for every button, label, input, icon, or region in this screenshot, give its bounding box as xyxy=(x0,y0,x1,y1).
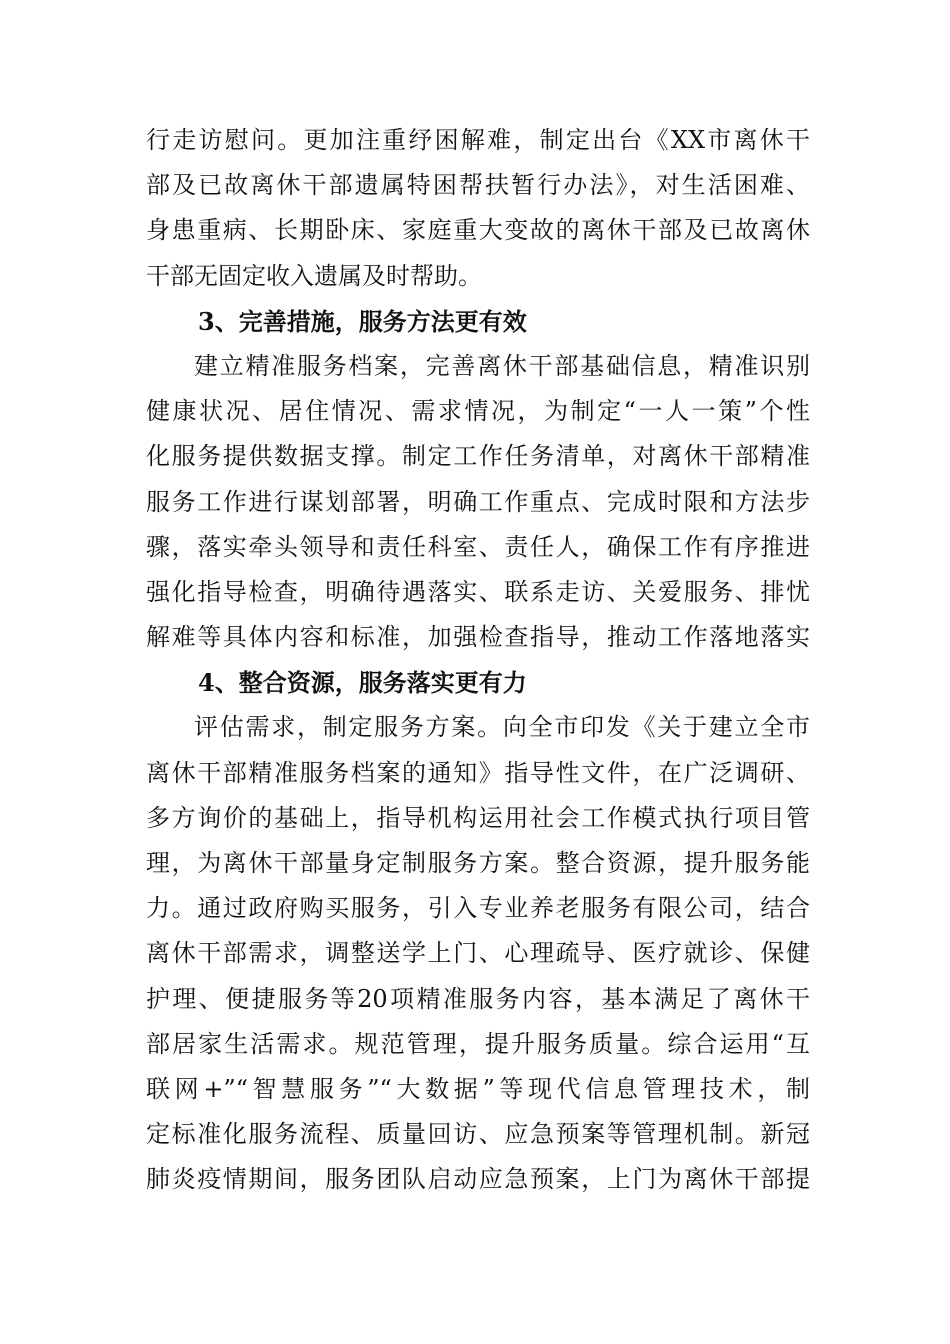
text-line: 护理、便捷服务等20项精准服务内容，基本满足了离休干 xyxy=(146,984,810,1013)
text-line: 身患重病、长期卧床、家庭重大变故的离休干部及已故离休 xyxy=(146,216,810,245)
text-line: 理，为离休干部量身定制服务方案。整合资源，提升服务能 xyxy=(146,849,810,877)
text-line: 离休干部精准服务档案的通知》指导性文件，在广泛调研、 xyxy=(146,758,810,787)
text-line: 建立精准服务档案，完善离休干部基础信息，精准识别 xyxy=(194,351,810,380)
text-line: 健康状况、居住情况、需求情况，为制定“一人一策”个性 xyxy=(146,397,810,426)
text-line: 化服务提供数据支撑。制定工作任务清单，对离休干部精准 xyxy=(146,442,810,471)
section-heading-4: 4、整合资源，服务落实更有力 xyxy=(198,668,527,698)
section-heading-3: 3、完善措施，服务方法更有效 xyxy=(198,306,527,336)
text-line: 肺炎疫情期间，服务团队启动应急预案，上门为离休干部提 xyxy=(146,1165,810,1194)
text-line: 多方询价的基础上，指导机构运用社会工作模式执行项目管 xyxy=(146,803,810,832)
text-line: 骤，落实牵头领导和责任科室、责任人，确保工作有序推进 xyxy=(146,532,810,561)
text-line: 部及已故离休干部遗属特困帮扶暂行办法》，对生活困难、 xyxy=(146,171,810,200)
text-line: 力。通过政府购买服务，引入专业养老服务有限公司，结合 xyxy=(146,894,810,923)
text-line: 强化指导检查，明确待遇落实、联系走访、关爱服务、排忧 xyxy=(146,577,810,606)
text-line: 离休干部需求，调整送学上门、心理疏导、医疗就诊、保健 xyxy=(146,939,810,968)
text-line: 服务工作进行谋划部署，明确工作重点、完成时限和方法步 xyxy=(146,487,810,516)
text-line: 干部无固定收入遗属及时帮助。 xyxy=(146,261,482,290)
text-line: 行走访慰问。更加注重纾困解难，制定出台《XX市离休干 xyxy=(146,126,810,154)
text-line: 解难等具体内容和标准，加强检查指导，推动工作落地落实 xyxy=(146,623,810,652)
text-line: 部居家生活需求。规范管理，提升服务质量。综合运用“互 xyxy=(146,1029,810,1058)
document-body xyxy=(146,118,810,1203)
text-line: 定标准化服务流程、质量回访、应急预案等管理机制。新冠 xyxy=(146,1120,810,1149)
text-line: 评估需求，制定服务方案。向全市印发《关于建立全市 xyxy=(194,713,810,742)
text-line: 联网+”“智慧服务”“大数据”等现代信息管理技术，制 xyxy=(146,1074,810,1103)
